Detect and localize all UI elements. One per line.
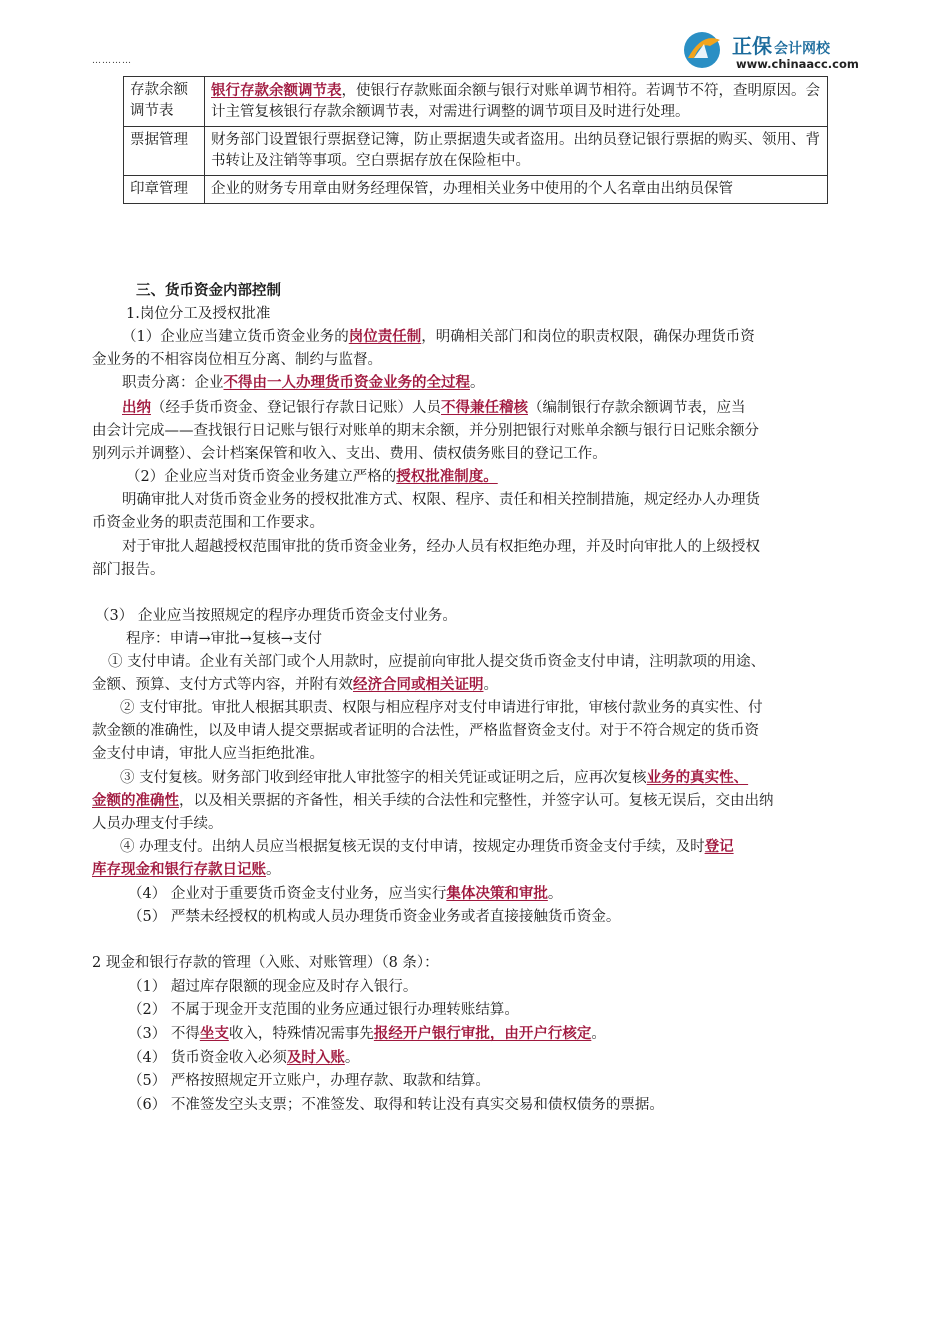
keyword: 出纳 — [122, 399, 151, 416]
paragraph-line: 人员办理支付手续。 — [92, 816, 223, 832]
text: ，以及相关票据的齐备性，相关手续的合法性和完整性，并签字认可。复核无误后，交由出纳 — [179, 793, 774, 809]
paragraph-line: 币资金业务的职责范围和工作要求。 — [92, 515, 324, 531]
text: 。 — [483, 677, 498, 693]
text: （经手货币资金、登记银行存款日记账）人员 — [151, 400, 441, 416]
keyword: 金额的准确性 — [92, 792, 179, 809]
paragraph-line: （3） 企业应当按照规定的程序办理货币资金支付业务。 — [95, 608, 457, 624]
paragraph-line — [126, 467, 498, 487]
keyword: 坐支 — [199, 1025, 229, 1042]
paragraph-line: 款金额的准确性，以及申请人提交票据或者证明的合法性，严格监督资金支付。对于不符合规定的货币资 — [92, 723, 759, 739]
paragraph-line: 由会计完成——查找银行日记账与银行对账单的期末余额，并分别把银行对账单余额与银行日记账余额分 — [92, 423, 759, 439]
table-cell-content — [205, 77, 828, 127]
keyword: 及时入账 — [286, 1049, 345, 1066]
logo-brand — [732, 30, 830, 59]
paragraph-line — [122, 398, 746, 418]
text: （4） 货币资金收入必须 — [128, 1050, 287, 1066]
logo-emblem-icon — [680, 28, 726, 68]
paragraph-line — [122, 373, 485, 393]
paragraph-line — [92, 791, 774, 811]
keyword: 授权批准制度。 — [396, 468, 498, 485]
text: （4） 企业对于重要货币资金支付业务，应当实行 — [128, 886, 447, 902]
keyword: 银行存款余额调节表 — [211, 82, 342, 99]
paragraph-line: 金支付申请，审批人应当拒绝批准。 — [92, 746, 324, 762]
table-row — [124, 127, 828, 176]
list-item: （6） 不准签发空头支票；不准签发、取得和转让没有真实交易和债权债务的票据。 — [128, 1097, 664, 1113]
keyword: 不得由一人办理货币资金业务的全过程 — [223, 374, 470, 391]
keyword: 集体决策和审批 — [446, 885, 548, 902]
logo-url: www.chinaacc.com — [736, 57, 859, 71]
table-cell-content: 财务部门设置银行票据登记簿，防止票据遗失或者盗用。出纳员登记银行票据的购买、领用、背书转让及注销等事项。空白票据存放在保险柜中。 — [205, 127, 828, 176]
keyword: 经济合同或相关证明 — [353, 676, 484, 693]
paragraph-line: ② 支付审批。审批人根据其职责、权限与相应程序对支付申请进行审批，审核付款业务的真实性、付 — [120, 700, 763, 716]
text: 。 — [266, 862, 281, 878]
table-cell-label: 存款余额调节表 — [124, 77, 205, 127]
keyword: 报经开户银行审批，由开户行核定 — [373, 1025, 592, 1042]
list-item — [128, 1024, 606, 1044]
text: ，明确相关部门和岗位的职责权限，确保办理货币资 — [421, 329, 755, 345]
list-item — [128, 1048, 359, 1068]
paragraph-line — [120, 837, 734, 857]
keyword: 不得兼任稽核 — [441, 399, 528, 416]
keyword: 库存现金和银行存款日记账 — [92, 861, 266, 878]
paragraph-line — [92, 860, 281, 880]
list-item: （1） 超过库存限额的现金应及时存入银行。 — [128, 979, 418, 995]
paragraph-line — [122, 327, 755, 347]
table-cell-label: 印章管理 — [124, 176, 205, 204]
paragraph-line: 金业务的不相容岗位相互分离、制约与监督。 — [92, 352, 382, 368]
logo-brand-sub: 会计网校 — [774, 41, 830, 57]
text: 。 — [547, 886, 563, 902]
paragraph-line: 部门报告。 — [92, 562, 165, 578]
control-table — [123, 76, 828, 204]
text: 。 — [344, 1050, 360, 1066]
keyword: 登记 — [704, 838, 734, 855]
cell-text: ，使银行存款账面余额与银行对账单调节相符。若调节不符，查明原因。会计主管复核银行存款余额调节表，对需进行调整的调节项目及时进行处理。 — [211, 83, 820, 120]
keyword: 业务的真实性、 — [646, 769, 749, 786]
paragraph-line: ① 支付申请。企业有关部门或个人用款时，应提前向审批人提交货币资金支付申请，注明款项的用途、 — [108, 654, 766, 670]
paragraph-line: （5） 严禁未经授权的机构或人员办理货币资金业务或者直接接触货币资金。 — [128, 909, 621, 925]
paragraph-line: 对于审批人超越授权范围审批的货币资金业务，经办人员有权拒绝办理，并及时向审批人的上级授权 — [122, 539, 760, 555]
table-row — [124, 176, 828, 204]
paragraph-line: 别列示并调整）、会计档案保管和收入、支出、费用、债权债务账目的登记工作。 — [92, 446, 607, 462]
logo-brand-main: 正保 — [732, 34, 772, 58]
paragraph-line — [120, 768, 748, 788]
list-item: （2） 不属于现金开支范围的业务应通过银行办理转账结算。 — [128, 1002, 519, 1018]
paragraph-line — [128, 884, 562, 904]
text: （编制银行存款余额调节表，应当 — [528, 400, 746, 416]
section-title: 三、货币资金内部控制 — [136, 282, 281, 299]
text: 。 — [470, 375, 485, 391]
paragraph-line: 明确审批人对货币资金业务的授权批准方式、权限、程序、责任和相关控制措施，规定经办人办理货 — [122, 492, 760, 508]
text: ③ 支付复核。财务部门收到经审批人审批签字的相关凭证或证明之后，应再次复核 — [120, 770, 647, 786]
text: ④ 办理支付。出纳人员应当根据复核无误的支付申请，按规定办理货币资金支付手续，及时 — [120, 839, 705, 855]
text: 职责分离：企业 — [122, 375, 224, 391]
text: 收入，特殊情况需事先 — [228, 1026, 374, 1042]
keyword: 岗位责任制 — [348, 328, 422, 345]
table-cell-content: 企业的财务专用章由财务经理保管，办理相关业务中使用的个人名章由出纳员保管 — [205, 176, 828, 204]
text: （2）企业应当对货币资金业务建立严格的 — [126, 469, 397, 485]
paragraph-line — [92, 675, 498, 695]
subsection-title: 1.岗位分工及授权批准 — [126, 306, 271, 322]
text: 。 — [591, 1026, 606, 1042]
text: 金额、预算、支付方式等内容，并附有效 — [92, 677, 353, 693]
table-row — [124, 77, 828, 127]
table-cell-label: 票据管理 — [124, 127, 205, 176]
brand-logo[interactable] — [680, 24, 880, 74]
section-title: 2 现金和银行存款的管理（入账、对账管理）（8 条）： — [92, 955, 439, 971]
paragraph-line: 程序：申请→审批→复核→支付 — [126, 631, 322, 647]
header-crop-text: ………… — [92, 56, 132, 66]
text: （3） 不得 — [128, 1026, 200, 1042]
list-item: （5） 严格按照规定开立账户，办理存款、取款和结算。 — [128, 1073, 490, 1089]
text: （1）企业应当建立货币资金业务的 — [122, 329, 349, 345]
